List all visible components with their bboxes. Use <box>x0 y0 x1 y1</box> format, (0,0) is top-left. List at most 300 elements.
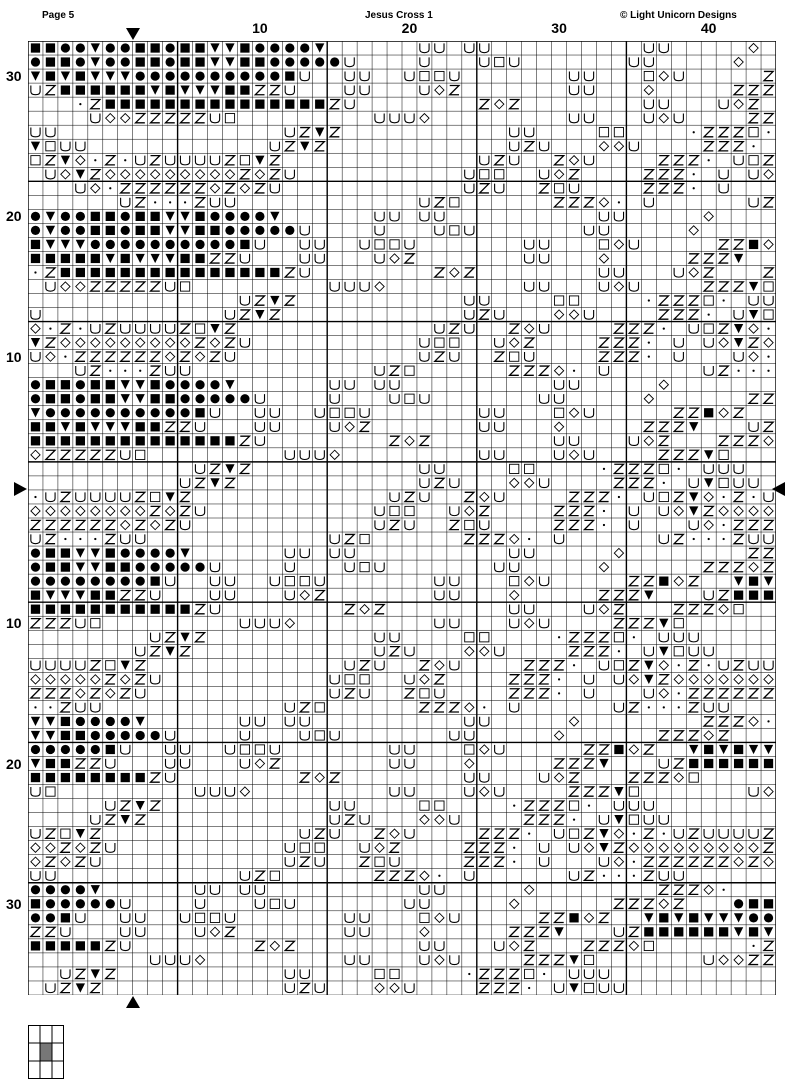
stitch-symbol <box>420 885 429 894</box>
stitch-symbol <box>121 927 130 936</box>
stitch-symbol <box>109 370 111 372</box>
stitch-symbol <box>764 170 773 179</box>
stitch-symbol <box>554 310 563 319</box>
stitch-symbol <box>225 745 234 754</box>
stitch-symbol <box>285 941 294 950</box>
stitch-symbol <box>315 731 324 740</box>
stitch-symbol <box>225 310 234 319</box>
stitch-symbol <box>539 394 548 403</box>
stitch-symbol <box>480 787 489 796</box>
stitch-symbol <box>719 759 728 768</box>
stitch-symbol <box>151 675 160 684</box>
stitch-symbol <box>136 198 145 207</box>
stitch-symbol <box>749 661 758 670</box>
stitch-symbol <box>165 100 174 109</box>
stitch-symbol <box>480 170 489 179</box>
stitch-symbol <box>554 450 563 459</box>
stitch-symbol <box>49 327 51 329</box>
stitch-symbol <box>225 254 234 263</box>
stitch-symbol <box>495 983 504 992</box>
stitch-symbol <box>764 282 773 291</box>
stitch-symbol <box>648 706 650 708</box>
stitch-symbol <box>525 128 534 137</box>
stitch-symbol <box>764 661 773 670</box>
stitch-symbol <box>554 198 563 207</box>
stitch-symbol <box>76 142 85 151</box>
stitch-symbol <box>674 310 683 319</box>
stitch-symbol <box>76 969 85 978</box>
stitch-symbol <box>704 885 713 894</box>
stitch-symbol <box>405 436 414 445</box>
stitch-symbol <box>91 268 100 277</box>
stitch-symbol <box>554 394 563 403</box>
stitch-symbol <box>749 843 758 852</box>
stitch-symbol <box>764 577 773 586</box>
stitch-symbol <box>723 524 725 526</box>
stitch-symbol <box>704 324 713 333</box>
stitch-symbol <box>345 100 354 109</box>
stitch-symbol <box>151 100 160 109</box>
stitch-symbol <box>375 633 384 642</box>
stitch-symbol <box>330 380 339 389</box>
stitch-symbol <box>255 394 264 403</box>
stitch-symbol <box>525 885 534 894</box>
stitch-symbol <box>764 198 773 207</box>
stitch-symbol <box>345 913 354 922</box>
stitch-symbol <box>749 310 758 319</box>
stitch-symbol <box>674 534 683 543</box>
stitch-symbol <box>569 492 578 501</box>
stitch-symbol <box>165 268 174 277</box>
stitch-symbol <box>539 324 548 333</box>
stitch-symbol <box>420 43 429 52</box>
stitch-symbol <box>210 338 219 347</box>
stitch-symbol <box>285 57 294 66</box>
stitch-symbol <box>465 296 474 305</box>
stitch-symbol <box>420 815 429 824</box>
stitch-symbol <box>375 562 384 571</box>
stitch-symbol <box>719 408 728 417</box>
column-number-label: 30 <box>551 20 567 36</box>
stitch-symbol <box>599 226 608 235</box>
stitch-symbol <box>91 731 100 740</box>
stitch-symbol <box>225 577 234 586</box>
stitch-symbol <box>495 100 504 109</box>
stitch-symbol <box>510 478 519 487</box>
stitch-symbol <box>240 310 249 319</box>
stitch-symbol <box>525 619 534 628</box>
stitch-symbol <box>569 436 578 445</box>
stitch-symbol <box>764 394 773 403</box>
stitch-symbol <box>240 184 249 193</box>
stitch-symbol <box>255 268 264 277</box>
stitch-symbol <box>106 815 115 824</box>
stitch-symbol <box>330 282 339 291</box>
stitch-symbol <box>46 142 55 151</box>
stitch-symbol <box>270 57 279 66</box>
stitch-symbol <box>704 647 713 656</box>
stitch-symbol <box>106 759 115 768</box>
stitch-symbol <box>136 773 145 782</box>
stitch-symbol <box>480 408 489 417</box>
stitch-symbol <box>91 226 100 235</box>
stitch-symbol <box>91 689 100 698</box>
stitch-symbol <box>674 296 683 305</box>
stitch-symbol <box>210 787 219 796</box>
stitch-symbol <box>495 492 504 501</box>
stitch-symbol <box>539 366 548 375</box>
stitch-symbol <box>704 506 713 515</box>
stitch-symbol <box>644 647 653 656</box>
stitch-symbol <box>375 661 384 670</box>
stitch-symbol <box>435 352 444 361</box>
stitch-symbol <box>435 815 444 824</box>
stitch-symbol <box>121 43 130 52</box>
stitch-symbol <box>764 562 773 571</box>
stitch-symbol <box>136 534 145 543</box>
stitch-symbol <box>764 534 773 543</box>
stitch-symbol <box>210 212 219 221</box>
stitch-symbol <box>629 899 638 908</box>
stitch-symbol <box>569 647 578 656</box>
stitch-symbol <box>450 591 459 600</box>
stitch-symbol <box>79 327 81 329</box>
stitch-symbol <box>420 478 429 487</box>
stitch-symbol <box>31 577 40 586</box>
stitch-symbol <box>767 370 769 372</box>
stitch-symbol <box>46 352 55 361</box>
stitch-symbol <box>375 506 384 515</box>
stitch-symbol <box>76 352 85 361</box>
stitch-symbol <box>315 57 324 66</box>
stitch-symbol <box>330 128 339 137</box>
stitch-symbol <box>584 226 593 235</box>
row-number-label: 10 <box>6 615 22 632</box>
stitch-symbol <box>704 338 713 347</box>
stitch-symbol <box>629 619 638 628</box>
stitch-symbol <box>285 591 294 600</box>
stitch-symbol <box>764 296 773 305</box>
stitch-symbol <box>121 71 130 80</box>
stitch-symbol <box>420 899 429 908</box>
stitch-symbol <box>300 843 309 852</box>
stitch-symbol <box>405 899 414 908</box>
stitch-symbol <box>195 156 204 165</box>
stitch-symbol <box>210 577 219 586</box>
stitch-symbol <box>76 619 85 628</box>
stitch-symbol <box>345 927 354 936</box>
stitch-symbol <box>659 885 668 894</box>
stitch-symbol <box>31 352 40 361</box>
stitch-symbol <box>719 436 728 445</box>
stitch-symbol <box>94 538 96 540</box>
stitch-symbol <box>569 829 578 838</box>
stitch-symbol <box>165 731 174 740</box>
stitch-symbol <box>225 156 234 165</box>
stitch-symbol <box>34 706 36 708</box>
stitch-symbol <box>195 464 204 473</box>
stitch-symbol <box>405 506 414 515</box>
stitch-symbol <box>674 422 683 431</box>
stitch-symbol <box>165 422 174 431</box>
stitch-symbol <box>764 955 773 964</box>
stitch-symbol <box>390 843 399 852</box>
stitch-symbol <box>180 282 189 291</box>
stitch-symbol <box>61 983 70 992</box>
stitch-symbol <box>719 843 728 852</box>
stitch-symbol <box>450 226 459 235</box>
stitch-symbol <box>614 675 623 684</box>
stitch-symbol <box>584 983 593 992</box>
stitch-symbol <box>465 773 474 782</box>
stitch-symbol <box>644 857 653 866</box>
stitch-symbol <box>255 226 264 235</box>
stitch-symbol <box>420 871 429 880</box>
stitch-symbol <box>704 366 713 375</box>
stitch-symbol <box>255 745 264 754</box>
stitch-symbol <box>375 226 384 235</box>
stitch-symbol <box>749 548 758 557</box>
stitch-symbol <box>644 394 653 403</box>
stitch-symbol <box>76 71 85 80</box>
stitch-symbol <box>121 380 130 389</box>
stitch-symbol <box>465 520 474 529</box>
stitch-symbol <box>195 562 204 571</box>
stitch-symbol <box>31 380 40 389</box>
stitch-symbol <box>195 71 204 80</box>
stitch-symbol <box>31 128 40 137</box>
stitch-symbol <box>465 170 474 179</box>
stitch-symbol <box>704 745 713 754</box>
stitch-symbol <box>704 857 713 866</box>
stitch-symbol <box>495 745 504 754</box>
stitch-symbol <box>543 973 545 975</box>
stitch-symbol <box>106 450 115 459</box>
stitch-symbol <box>689 773 698 782</box>
stitch-symbol <box>210 184 219 193</box>
stitch-symbol <box>106 324 115 333</box>
stitch-symbol <box>513 804 515 806</box>
stitch-symbol <box>629 787 638 796</box>
stitch-symbol <box>764 310 773 319</box>
stitch-symbol <box>46 675 55 684</box>
stitch-symbol <box>285 717 294 726</box>
stitch-symbol <box>693 173 695 175</box>
stitch-symbol <box>749 717 758 726</box>
stitch-symbol <box>644 464 653 473</box>
stitch-symbol <box>749 43 758 52</box>
stitch-symbol <box>644 184 653 193</box>
stitch-symbol <box>764 927 773 936</box>
stitch-symbol <box>704 282 713 291</box>
stitch-symbol <box>510 366 519 375</box>
stitch-symbol <box>554 184 563 193</box>
stitch-symbol <box>165 633 174 642</box>
stitch-symbol <box>31 591 40 600</box>
stitch-symbol <box>648 299 650 301</box>
stitch-symbol <box>734 562 743 571</box>
stitch-symbol <box>136 661 145 670</box>
stitch-symbol <box>689 689 698 698</box>
stitch-symbol <box>734 142 743 151</box>
stitch-symbol <box>106 591 115 600</box>
stitch-symbol <box>708 664 710 666</box>
stitch-symbol <box>450 661 459 670</box>
stitch-symbol <box>121 577 130 586</box>
stitch-symbol <box>554 983 563 992</box>
stitch-symbol <box>61 745 70 754</box>
stitch-symbol <box>121 773 130 782</box>
stitch-symbol <box>480 773 489 782</box>
stitch-symbol <box>121 899 130 908</box>
stitch-symbol <box>31 562 40 571</box>
stitch-symbol <box>618 650 620 652</box>
stitch-symbol <box>719 254 728 263</box>
stitch-symbol <box>749 156 758 165</box>
stitch-symbol <box>614 352 623 361</box>
stitch-symbol <box>767 720 769 722</box>
stitch-symbol <box>689 857 698 866</box>
stitch-symbol <box>46 591 55 600</box>
stitch-symbol <box>525 254 534 263</box>
stitch-symbol <box>46 520 55 529</box>
stitch-symbol <box>76 338 85 347</box>
stitch-symbol <box>584 829 593 838</box>
stitch-symbol <box>689 731 698 740</box>
stitch-symbol <box>629 815 638 824</box>
stitch-symbol <box>719 591 728 600</box>
stitch-symbol <box>614 619 623 628</box>
stitch-symbol <box>46 913 55 922</box>
stitch-symbol <box>510 142 519 151</box>
stitch-symbol <box>510 338 519 347</box>
center-marker-left-arrow-icon <box>14 482 27 496</box>
stitch-symbol <box>195 338 204 347</box>
stitch-symbol <box>61 240 70 249</box>
stitch-symbol <box>689 661 698 670</box>
stitch-symbol <box>599 759 608 768</box>
stitch-symbol <box>539 254 548 263</box>
stitch-symbol <box>106 969 115 978</box>
stitch-symbol <box>420 492 429 501</box>
stitch-symbol <box>719 506 728 515</box>
stitch-symbol <box>31 240 40 249</box>
stitch-symbol <box>195 268 204 277</box>
stitch-symbol <box>465 717 474 726</box>
stitch-symbol <box>270 71 279 80</box>
stitch-symbol <box>46 689 55 698</box>
stitch-symbol <box>614 927 623 936</box>
stitch-symbol <box>151 548 160 557</box>
stitch-symbol <box>300 100 309 109</box>
stitch-symbol <box>749 422 758 431</box>
stitch-symbol <box>569 71 578 80</box>
stitch-symbol <box>435 324 444 333</box>
stitch-symbol <box>539 927 548 936</box>
stitch-symbol <box>300 71 309 80</box>
stitch-symbol <box>180 57 189 66</box>
stitch-symbol <box>375 605 384 614</box>
stitch-symbol <box>480 310 489 319</box>
stitch-symbol <box>240 759 249 768</box>
stitch-symbol <box>599 254 608 263</box>
stitch-symbol <box>46 212 55 221</box>
stitch-symbol <box>255 871 264 880</box>
stitch-symbol <box>151 520 160 529</box>
stitch-symbol <box>91 843 100 852</box>
stitch-symbol <box>255 184 264 193</box>
stitch-symbol <box>390 212 399 221</box>
stitch-symbol <box>644 871 653 880</box>
stitch-symbol <box>749 787 758 796</box>
stitch-symbol <box>764 71 773 80</box>
stitch-symbol <box>76 605 85 614</box>
stitch-symbol <box>749 436 758 445</box>
stitch-symbol <box>151 731 160 740</box>
stitch-symbol <box>195 408 204 417</box>
stitch-symbol <box>270 170 279 179</box>
stitch-symbol <box>136 577 145 586</box>
stitch-symbol <box>749 520 758 529</box>
stitch-symbol <box>584 633 593 642</box>
stitch-symbol <box>749 282 758 291</box>
stitch-symbol <box>285 296 294 305</box>
stitch-symbol <box>644 675 653 684</box>
stitch-symbol <box>91 366 100 375</box>
stitch-symbol <box>510 941 519 950</box>
stitch-symbol <box>510 534 519 543</box>
stitch-symbol <box>285 577 294 586</box>
stitch-symbol <box>420 464 429 473</box>
stitch-symbol <box>704 843 713 852</box>
stitch-symbol <box>723 496 725 498</box>
stitch-symbol <box>300 57 309 66</box>
stitch-symbol <box>210 605 219 614</box>
stitch-symbol <box>689 310 698 319</box>
stitch-symbol <box>525 801 534 810</box>
stitch-symbol <box>599 913 608 922</box>
stitch-symbol <box>450 324 459 333</box>
stitch-symbol <box>360 913 369 922</box>
stitch-symbol <box>106 352 115 361</box>
stitch-symbol <box>674 156 683 165</box>
stitch-symbol <box>375 969 384 978</box>
stitch-symbol <box>614 815 623 824</box>
stitch-symbol <box>659 577 668 586</box>
stitch-symbol <box>659 380 668 389</box>
stitch-symbol <box>767 356 769 358</box>
stitch-symbol <box>121 268 130 277</box>
stitch-symbol <box>210 156 219 165</box>
stitch-symbol <box>614 829 623 838</box>
stitch-symbol <box>420 436 429 445</box>
stitch-symbol <box>465 324 474 333</box>
stitch-symbol <box>420 941 429 950</box>
stitch-symbol <box>584 310 593 319</box>
stitch-symbol <box>315 240 324 249</box>
stitch-symbol <box>435 689 444 698</box>
stitch-symbol <box>225 43 234 52</box>
stitch-symbol <box>584 969 593 978</box>
stitch-symbol <box>31 605 40 614</box>
stitch-symbol <box>510 100 519 109</box>
stitch-symbol <box>704 296 713 305</box>
stitch-symbol <box>46 450 55 459</box>
stitch-symbol <box>121 436 130 445</box>
stitch-symbol <box>719 717 728 726</box>
stitch-symbol <box>31 941 40 950</box>
stitch-symbol <box>510 983 519 992</box>
